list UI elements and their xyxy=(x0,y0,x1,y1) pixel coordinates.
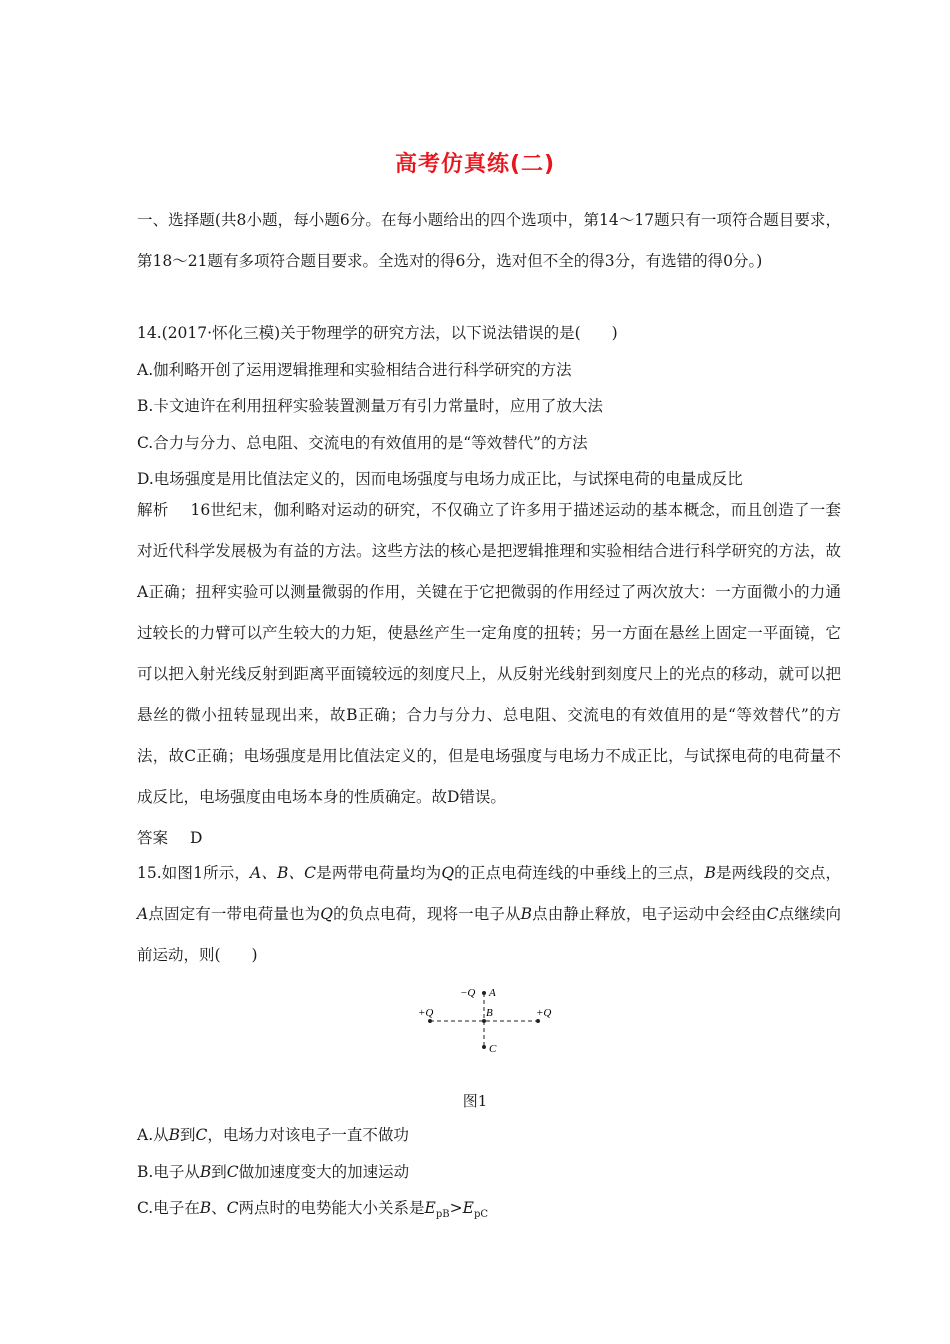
q15-stem-part: 是两线段的交点， xyxy=(715,864,841,882)
q15-option-c-part: E xyxy=(462,1199,474,1217)
q15-option-c-part: E xyxy=(424,1199,436,1217)
q15-option-c-part: pC xyxy=(473,1209,488,1221)
q15-option-c-part: B xyxy=(199,1199,212,1217)
q15-stem-part: A、B、C xyxy=(250,864,317,882)
point-c xyxy=(482,1045,486,1049)
q15-stem-part: A xyxy=(137,905,149,923)
q15-stem-part: B xyxy=(704,864,716,882)
q15-option-a-part: ，电场力对该电子一直不做功 xyxy=(207,1126,409,1144)
q15-option-c xyxy=(137,1190,841,1227)
q14-option-d: D.电场强度是用比值法定义的，因而电场强度与电场力成正比，与试探电荷的电量成反比 xyxy=(137,470,743,488)
q15-option-a-part: 到 xyxy=(180,1126,196,1144)
label-left-q: +Q xyxy=(418,1007,434,1019)
q14-option-b: B.卡文迪许在利用扭秤实验装置测量万有引力常量时，应用了放大法 xyxy=(137,397,603,415)
q15-option-b-part: 到 xyxy=(211,1162,227,1181)
q14-answer xyxy=(137,820,841,857)
q15-option-c-part: C.电子在 xyxy=(137,1199,200,1217)
q15-options xyxy=(137,1117,841,1227)
q15-option-a-part: A.从 xyxy=(137,1126,169,1144)
answer-value: D xyxy=(190,829,203,847)
q15-stem-part: 点由静止释放，电子运动中会经由 xyxy=(532,905,767,923)
question-14 xyxy=(137,315,841,498)
label-c: C xyxy=(489,1043,497,1055)
left-charge-point xyxy=(428,1019,432,1023)
q15-option-b-part: B xyxy=(199,1162,212,1181)
q15-option-a-part: B xyxy=(168,1126,181,1144)
label-neg-q: −Q xyxy=(460,987,476,999)
q15-option-c-part: > xyxy=(449,1199,463,1217)
q14-analysis xyxy=(137,490,841,818)
q15-stem-part: C xyxy=(766,905,779,923)
q15-stem xyxy=(137,853,841,976)
q15-stem-part: 点固定有一带电荷量也为 xyxy=(148,905,321,923)
page-title: 高考仿真练(二) xyxy=(394,152,556,177)
point-b xyxy=(482,1019,486,1023)
q15-option-c-part: pB xyxy=(435,1209,450,1221)
q15-stem-part: B xyxy=(520,905,533,923)
q15-option-b-part: 做加速度变大的加速运动 xyxy=(238,1162,410,1181)
label-a: A xyxy=(489,987,496,999)
answer-label: 答案 xyxy=(137,829,169,847)
q14-stem: 14.(2017·怀化三模)关于物理学的研究方法，以下说法错误的是( ) xyxy=(137,324,618,342)
q15-stem-part: 点继续向前运动，则( ) xyxy=(137,905,841,964)
q15-stem-part: Q xyxy=(320,905,333,923)
q15-stem-part: 是两带电荷量均为 xyxy=(316,864,442,882)
q14-option-c: C.合力与分力、总电阻、交流电的有效值用的是“等效替代”的方法 xyxy=(137,433,588,452)
q15-stem-part: 15.如图1所示， xyxy=(137,864,251,882)
label-b: B xyxy=(486,1007,493,1019)
right-charge-point xyxy=(536,1019,540,1023)
q15-stem-part: 的正点电荷连线的中垂线上的三点， xyxy=(454,864,705,882)
section-instructions xyxy=(137,200,841,282)
analysis-text: 16世纪末，伽利略对运动的研究，不仅确立了许多用于描述运动的基本概念，而且创造了一套对近代科学发展极为有益的方法。这些方法的核心是把逻辑推理和实验相结合进行科学研究的方法，故A正确；扭秤实验可以测量微弱的作用，关键在于它把微弱的作用经过了两次放大：一方面微小的力通过较长的力臂可以产生较大的力矩，使悬丝产生一定角度的扭转；另一方面在悬丝上固定一平面镜，它可以把入射光线反射到距离平面镜较远的刻度尺上，从反射光线射到刻度尺上的光点的移动，就可以把悬丝的微小扭转显现出来，故B正确；合力与分力、总电阻、交流电的有效值用的是“等效替代”的方法，故C正确；电场强度是用比值法定义的，但是电场强度与电场力不成正比，与试探电荷的电荷量不成反比，电场强度由电场本身的性质确定。故D错误。 xyxy=(137,501,841,806)
q15-stem-part: 的负点电荷，现将一电子从 xyxy=(332,905,521,923)
instructions-text: 一、选择题(共8小题，每小题6分。在每小题给出的四个选项中，第14～17题只有一项符合题目要求，第18～21题有多项符合题目要求。全选对的得6分，选对但不全的得3分，有选错的得0分。) xyxy=(137,211,841,270)
q15-stem-part: Q xyxy=(441,864,455,882)
q15-option-b-part: C xyxy=(226,1162,239,1181)
q15-option-c-part: C xyxy=(226,1199,239,1217)
label-right-q: +Q xyxy=(536,1007,552,1019)
figure-1-diagram xyxy=(405,980,565,1060)
q15-option-a-part: C xyxy=(195,1126,208,1144)
q15-option-b xyxy=(137,1154,841,1191)
q15-option-a xyxy=(137,1117,841,1154)
q15-option-b-part: B.电子从 xyxy=(137,1162,200,1181)
q15-option-c-part: 、 xyxy=(211,1199,227,1217)
analysis-label: 解析 xyxy=(137,501,169,519)
q14-option-a: A.伽利略开创了运用逻辑推理和实验相结合进行科学研究的方法 xyxy=(137,360,572,379)
point-a xyxy=(482,991,486,995)
figure-1-caption: 图1 xyxy=(462,1092,488,1110)
q15-option-c-part: 两点时的电势能大小关系是 xyxy=(238,1199,425,1217)
